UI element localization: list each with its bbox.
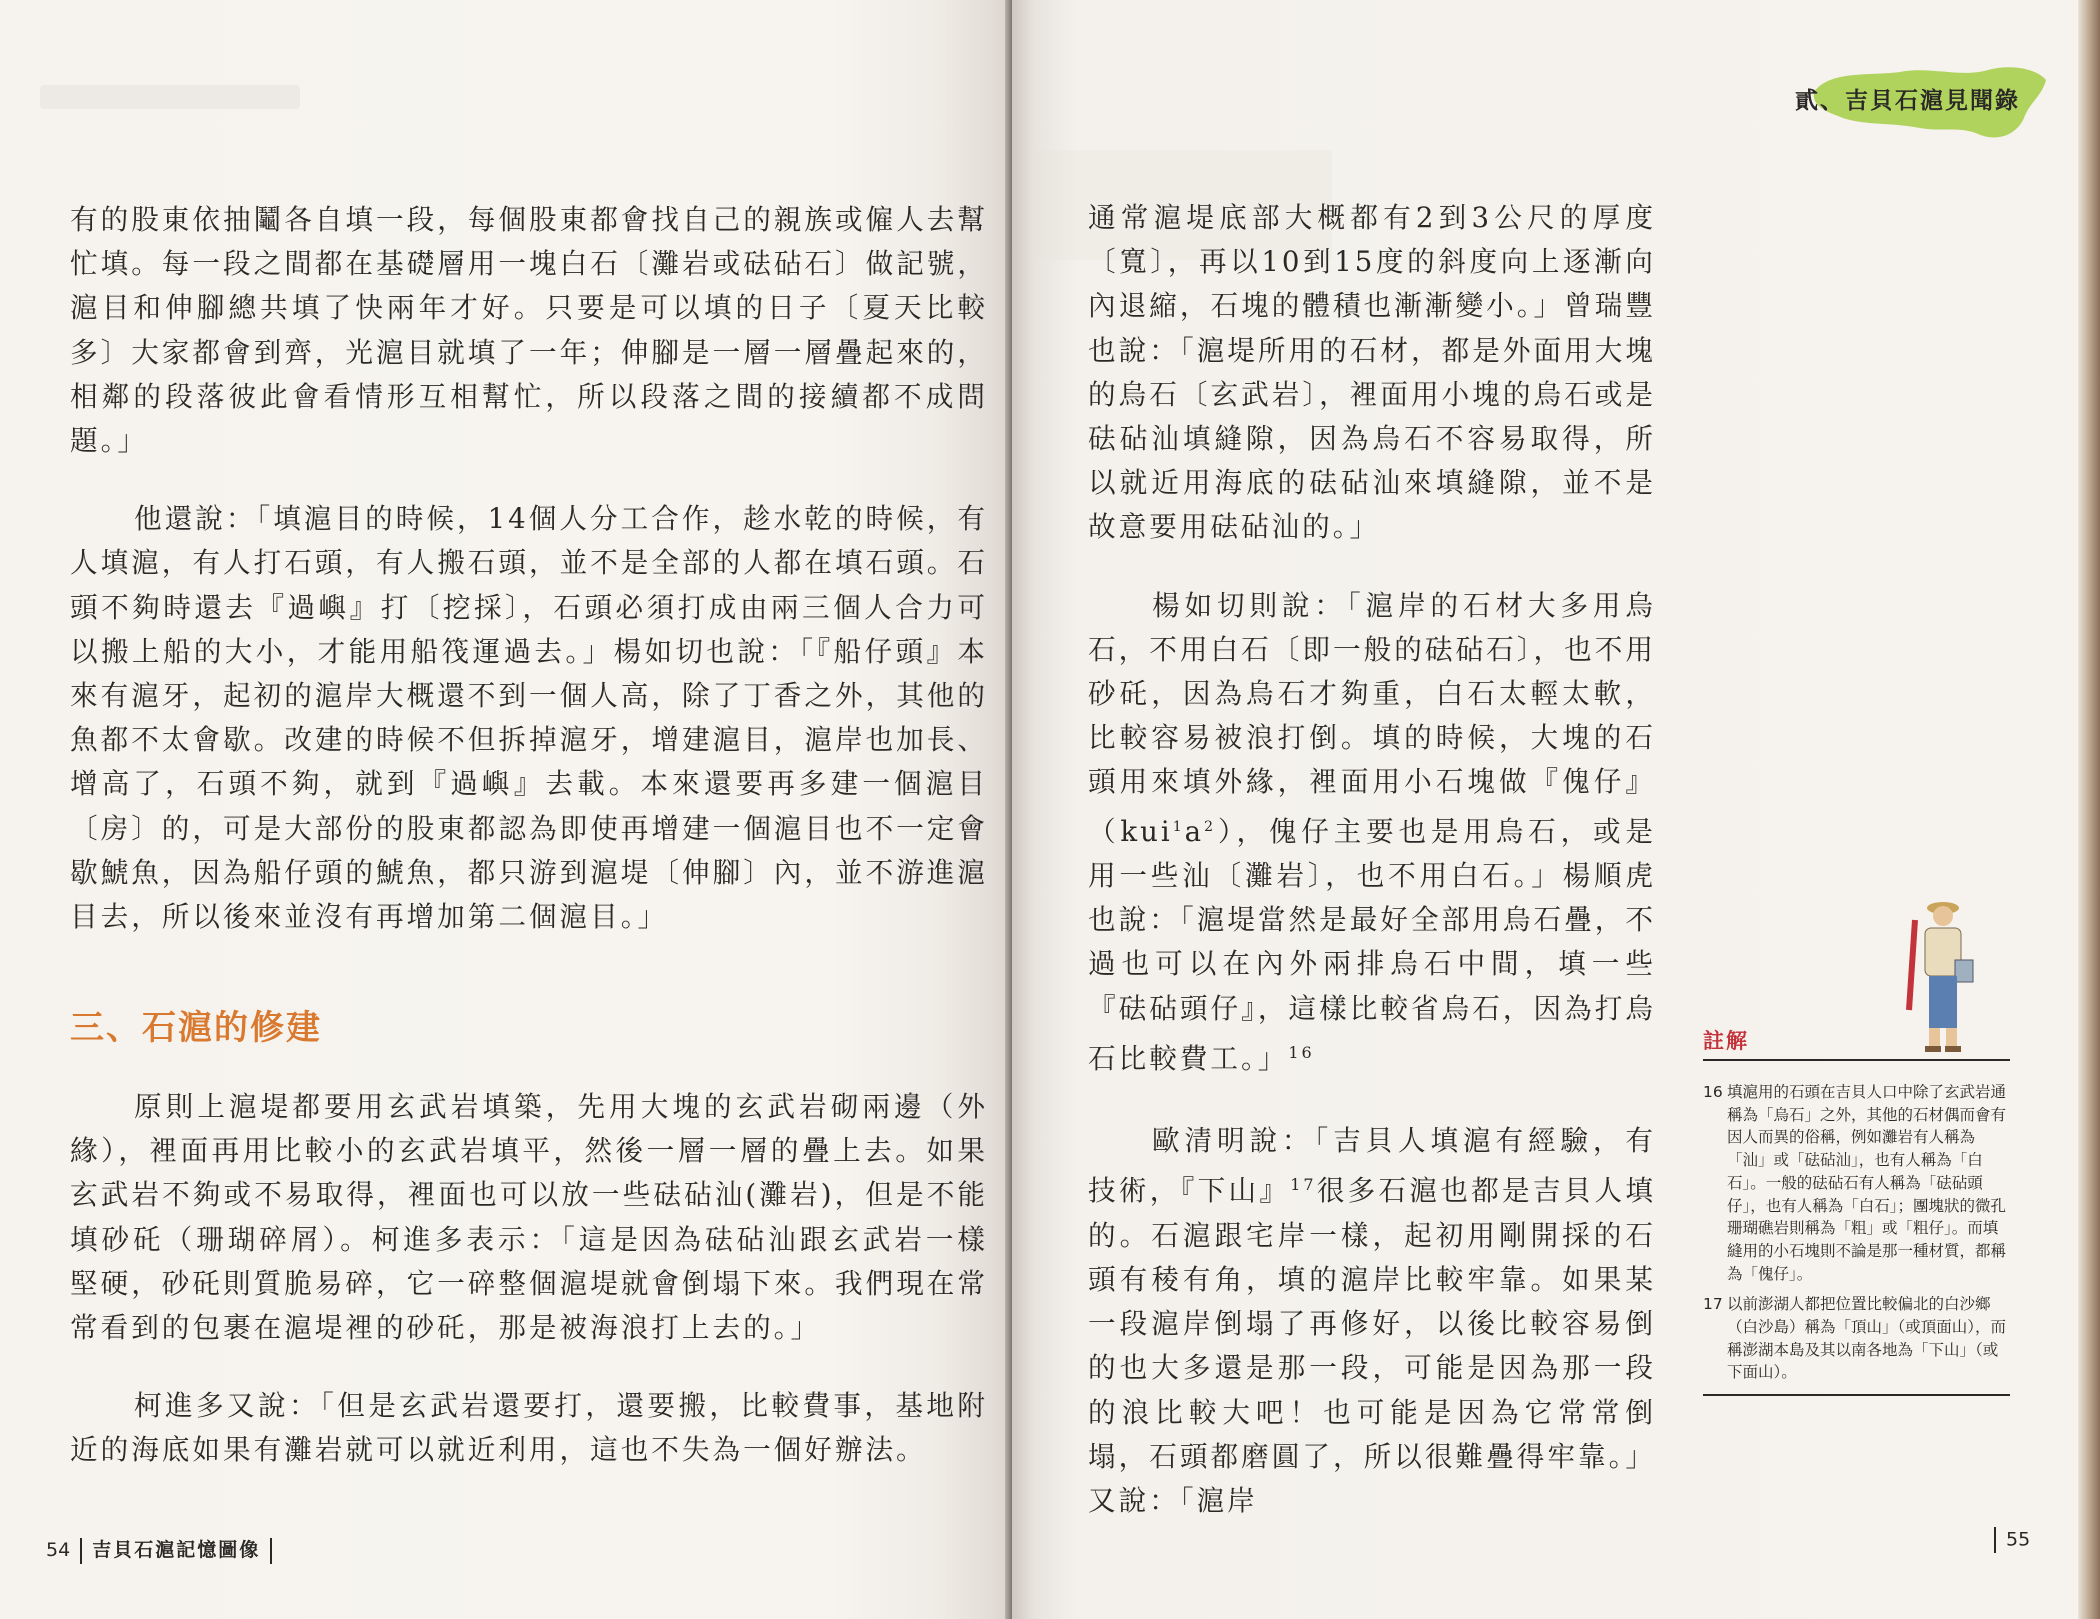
superscript-tone-2: 2: [1204, 818, 1217, 835]
section-heading: 三、石滬的修建: [70, 1008, 322, 1048]
footnote-text: 填滬用的石頭在吉貝人口中除了玄武岩通稱為「烏石」之外，其他的石材偶而會有因人而異的俗稱，例如灘岩有人稱為「汕」或「砝砧汕」，也有人稱為「白石」。一般的砝砧石有人稱為「砝砧頭仔」，也有人稱為「白石」；團塊狀的微孔珊瑚礁岩則稱為「粗」或「粗仔」。而填縫用的小石塊則不論是那一種材質，都稱為「傀仔」。: [1727, 1083, 2007, 1283]
paragraph-r2-text-b: a: [1184, 814, 1205, 848]
paragraph-1: 有的股東依抽鬮各自填一段，每個股東都會找自己的親族或僱人去幫忙填。每一段之間都在基礎層用一塊白石〔灘岩或砝砧石〕做記號，滬目和伸腳總共填了快兩年才好。只要是可以填的日子〔夏天比較多〕大家都會到齊，光滬目就填了一年；伸腳是一層一層疊起來的，相鄰的段落彼此會看情形互相幫忙，所以段落之間的接續都不成問題。」: [70, 203, 988, 458]
paragraph-4: 柯進多又說：「但是玄武岩還要打，還要搬，比較費事，基地附近的海底如果有灘岩就可以就近利用，這也不失為一個好辦法。: [70, 1389, 988, 1467]
right-body: [1088, 196, 1656, 1523]
footnotes-box: [1703, 1025, 2010, 1396]
footnote-number: 16: [1703, 1083, 1723, 1101]
paragraph-r2: [1088, 584, 1656, 1082]
book-title: 吉貝石滬記憶圖像: [92, 1539, 261, 1561]
footnote-text: 以前澎湖人都把位置比較偏北的白沙鄉（白沙島）稱為「頂山」（或頂面山），而稱澎湖本島及其以南各地為「下山」（或下面山）。: [1727, 1295, 2007, 1382]
footnote-ref-16[interactable]: 16: [1288, 1042, 1315, 1062]
folio-divider: [1994, 1527, 1996, 1553]
notes-divider: [1703, 1394, 2010, 1396]
right-folio: [1994, 1527, 2030, 1553]
page-number: 54: [46, 1539, 71, 1561]
folio-divider-end: [270, 1538, 272, 1564]
page-edge: [2078, 0, 2100, 1619]
paragraph-r3-text-b: 很多石滬也都是吉貝人填的。石滬跟宅岸一樣，起初用剛開採的石頭有稜有角，填的滬岸比較牢靠。如果某一段滬岸倒塌了再修好，以後比較容易倒的也大多還是那一段，可能是因為那一段的浪比較大吧！也可能是因為它常常倒塌，石頭都磨圓了，所以很難疊得牢靠。」又說：「滬岸: [1088, 1174, 1656, 1518]
paragraph-2: 他還說：「填滬目的時候，14個人分工合作，趁水乾的時候，有人填滬，有人打石頭，有人搬石頭，並不是全部的人都在填石頭。石頭不夠時還去『過嶼』打〔挖採〕，石頭必須打成由兩三個人合力可以搬上船的大小，才能用船筏運過去。」楊如切也說：「『船仔頭』本來有滬牙，起初的滬岸大概還不到一個人高，除了丁香之外，其他的魚都不太會歇。改建的時候不但拆掉滬牙，增建滬目，滬岸也加長、增高了，石頭不夠，就到『過嶼』去載。本來還要再多建一個滬目〔房〕的，可是大部份的股東都認為即使再增建一個滬目也不一定會歇鯱魚，因為船仔頭的鯱魚，都只游到滬堤〔伸腳〕內，並不游進滬目去，所以後來並沒有再增加第二個滬目。」: [70, 502, 988, 934]
left-body-bottom: [70, 1085, 988, 1473]
paragraph-r3: [1088, 1119, 1656, 1523]
folio-divider: [80, 1538, 82, 1564]
paragraph-r1: 通常滬堤底部大概都有2到3公尺的厚度〔寬〕，再以10到15度的斜度向上逐漸向內退縮，石塊的體積也漸漸變小。」曾瑞豐也說：「滬堤所用的石材，都是外面用大塊的烏石〔玄武岩〕，裡面用小塊的烏石或是砝砧汕填縫隙，因為烏石不容易取得，所以就近用海底的砝砧汕來填縫隙，並不是故意要用砝砧汕的。」: [1088, 201, 1656, 544]
footnote-number: 17: [1703, 1295, 1723, 1314]
bleed-through-text: [40, 85, 300, 109]
left-body-top: [70, 198, 988, 939]
paragraph-r2-text-a: 楊如切則說：「滬岸的石材大多用烏石，不用白石〔即一般的砝砧石〕，也不用砂矺，因為烏石才夠重，白石太輕太軟，比較容易被浪打倒。填的時候，大塊的石頭用來填外緣，裡面用小石塊做『傀仔』（kui: [1088, 588, 1656, 848]
page-number: 55: [2006, 1528, 2031, 1551]
notes-title: 註解: [1703, 1025, 2010, 1061]
left-folio: [46, 1535, 282, 1564]
footnote-17: [1703, 1293, 2010, 1384]
paragraph-3: 原則上滬堤都要用玄武岩填築，先用大塊的玄武岩砌兩邊（外緣），裡面再用比較小的玄武岩填平，然後一層一層的疊上去。如果玄武岩不夠或不易取得，裡面也可以放一些砝砧汕(灘岩)，但是不能填砂矺（珊瑚碎屑）。柯進多表示：「這是因為砝砧汕跟玄武岩一樣堅硬，砂矺則質脆易碎，它一碎整個滬堤就會倒塌下來。我們現在常常看到的包裹在滬堤裡的砂矺，那是被海浪打上去的。」: [70, 1090, 988, 1345]
left-page: [0, 0, 1010, 1619]
running-head: 貳、吉貝石滬見聞錄: [1795, 88, 2020, 114]
footnote-16: [1703, 1081, 2010, 1285]
paragraph-r3-text-a: 歐清明說：「吉貝人填滬有經驗，有技術，『下山』: [1088, 1124, 1656, 1208]
paragraph-r2-text-c: ），傀仔主要也是用烏石，或是用一些汕〔灘岩〕，也不用白石。」楊順虎也說：「滬堤當然是最好全部用烏石疊，不過也可以在內外兩排烏石中間，填一些『砝砧頭仔』，這樣比較省烏石，因為打烏石比較費工。」: [1088, 814, 1656, 1076]
superscript-tone-1: 1: [1172, 818, 1185, 835]
footnote-ref-17[interactable]: 17: [1290, 1175, 1317, 1195]
